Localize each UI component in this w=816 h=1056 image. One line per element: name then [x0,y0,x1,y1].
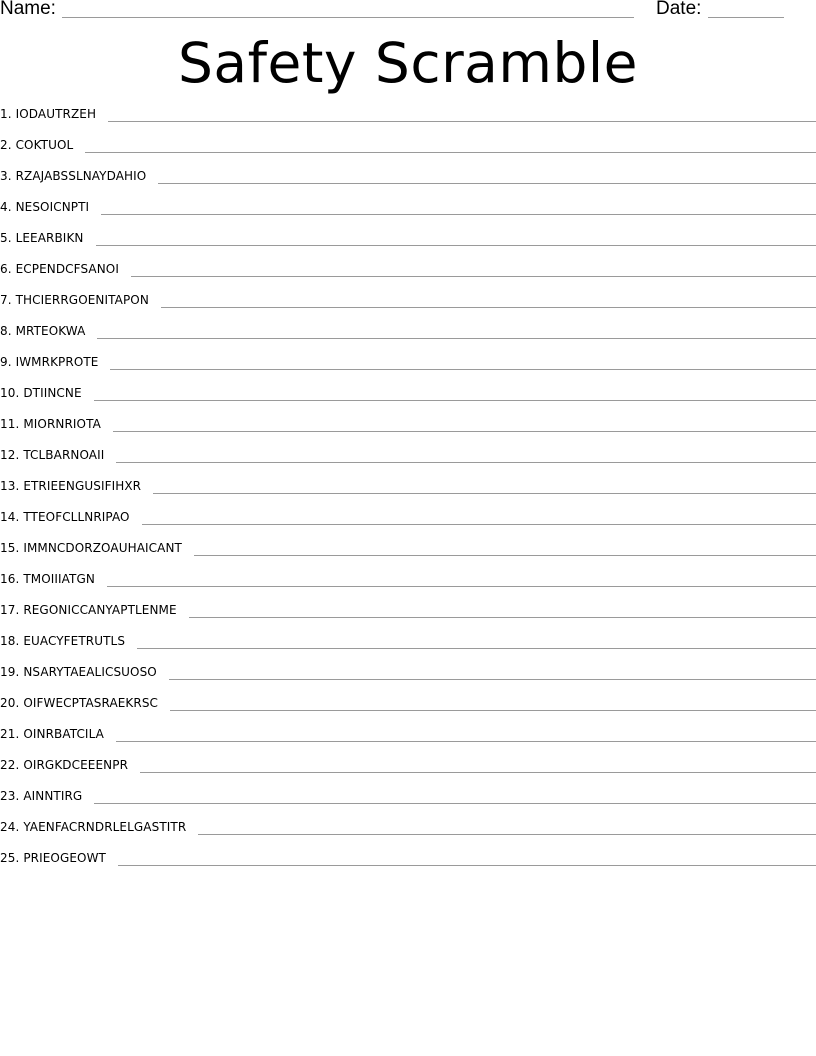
scrambled-word: YAENFACRNDRLELGASTITR [23,820,187,834]
answer-line[interactable] [94,399,816,401]
item-number: 20. [0,696,20,710]
scrambled-word: TCLBARNOAII [23,448,105,462]
list-item [0,448,816,479]
item-number: 22. [0,758,20,772]
list-item [0,231,816,262]
date-field-line[interactable] [708,17,784,18]
list-item [0,107,816,138]
scrambled-word: OINRBATCILA [23,727,104,741]
scrambled-word: AINNTIRG [23,789,83,803]
scrambled-word: MRTEOKWA [15,324,86,338]
scrambled-word: NSARYTAEALICSUOSO [23,665,157,679]
list-item [0,572,816,603]
scrambled-word: PRIEOGEOWT [23,851,106,865]
answer-line[interactable] [96,244,816,246]
item-number: 12. [0,448,20,462]
answer-line[interactable] [189,616,816,618]
item-number: 4. [0,200,12,214]
answer-line[interactable] [140,771,816,773]
name-field-line[interactable] [62,17,634,18]
item-number: 17. [0,603,20,617]
list-item [0,603,816,634]
scramble-list [0,107,816,882]
answer-line[interactable] [107,585,816,587]
item-number: 2. [0,138,12,152]
item-number: 13. [0,479,20,493]
answer-line[interactable] [113,430,816,432]
list-item [0,789,816,820]
scrambled-word: LEEARBIKN [15,231,84,245]
list-item [0,324,816,355]
list-item [0,386,816,417]
item-number: 23. [0,789,20,803]
scrambled-word: COKTUOL [15,138,74,152]
answer-line[interactable] [161,306,816,308]
scrambled-word: NESOICNPTI [15,200,90,214]
page-title: Safety Scramble [178,31,638,95]
scrambled-word: IWMRKPROTE [15,355,99,369]
list-item [0,169,816,200]
list-item [0,634,816,665]
item-number: 5. [0,231,12,245]
answer-line[interactable] [137,647,816,649]
answer-line[interactable] [116,461,816,463]
item-number: 16. [0,572,20,586]
item-number: 8. [0,324,12,338]
scrambled-word: ETRIEENGUSIFIHXR [23,479,142,493]
scrambled-word: MIORNRIOTA [23,417,101,431]
answer-line[interactable] [108,120,816,122]
item-number: 19. [0,665,20,679]
answer-line[interactable] [101,213,816,215]
list-item [0,262,816,293]
list-item [0,293,816,324]
item-number: 6. [0,262,12,276]
answer-line[interactable] [194,554,816,556]
scrambled-word: TMOIIIATGN [23,572,95,586]
item-number: 7. [0,293,12,307]
scrambled-word: DTIINCNE [23,386,82,400]
item-number: 25. [0,851,20,865]
scrambled-word: EUACYFETRUTLS [23,634,126,648]
item-number: 3. [0,169,12,183]
answer-line[interactable] [158,182,816,184]
answer-line[interactable] [94,802,816,804]
item-number: 1. [0,107,12,121]
list-item [0,417,816,448]
list-item [0,355,816,386]
answer-line[interactable] [116,740,816,742]
list-item [0,820,816,851]
name-label: Name: [0,0,56,19]
worksheet-header [0,0,816,22]
scrambled-word: REGONICCANYAPTLENME [23,603,177,617]
scrambled-word: IMMNCDORZOAUHAICANT [23,541,182,555]
list-item [0,758,816,789]
list-item [0,479,816,510]
item-number: 21. [0,727,20,741]
answer-line[interactable] [153,492,816,494]
scrambled-word: RZAJABSSLNAYDAHIO [15,169,147,183]
scrambled-word: THCIERRGOENITAPON [15,293,149,307]
list-item [0,138,816,169]
list-item [0,541,816,572]
list-item [0,851,816,882]
answer-line[interactable] [169,678,816,680]
answer-line[interactable] [118,864,816,866]
answer-line[interactable] [170,709,816,711]
scrambled-word: TTEOFCLLNRIPAO [23,510,130,524]
answer-line[interactable] [97,337,816,339]
item-number: 14. [0,510,20,524]
item-number: 18. [0,634,20,648]
item-number: 9. [0,355,12,369]
scrambled-word: IODAUTRZEH [15,107,97,121]
date-label: Date: [656,0,702,19]
list-item [0,665,816,696]
answer-line[interactable] [110,368,816,370]
list-item [0,200,816,231]
answer-line[interactable] [198,833,816,835]
item-number: 10. [0,386,20,400]
scrambled-word: OIRGKDCEEENPR [23,758,129,772]
answer-line[interactable] [85,151,816,153]
item-number: 24. [0,820,20,834]
answer-line[interactable] [131,275,816,277]
item-number: 15. [0,541,20,555]
scrambled-word: OIFWECPTASRAEKRSC [23,696,159,710]
item-number: 11. [0,417,20,431]
list-item [0,696,816,727]
scrambled-word: ECPENDCFSANOI [15,262,119,276]
list-item [0,727,816,758]
answer-line[interactable] [142,523,816,525]
list-item [0,510,816,541]
